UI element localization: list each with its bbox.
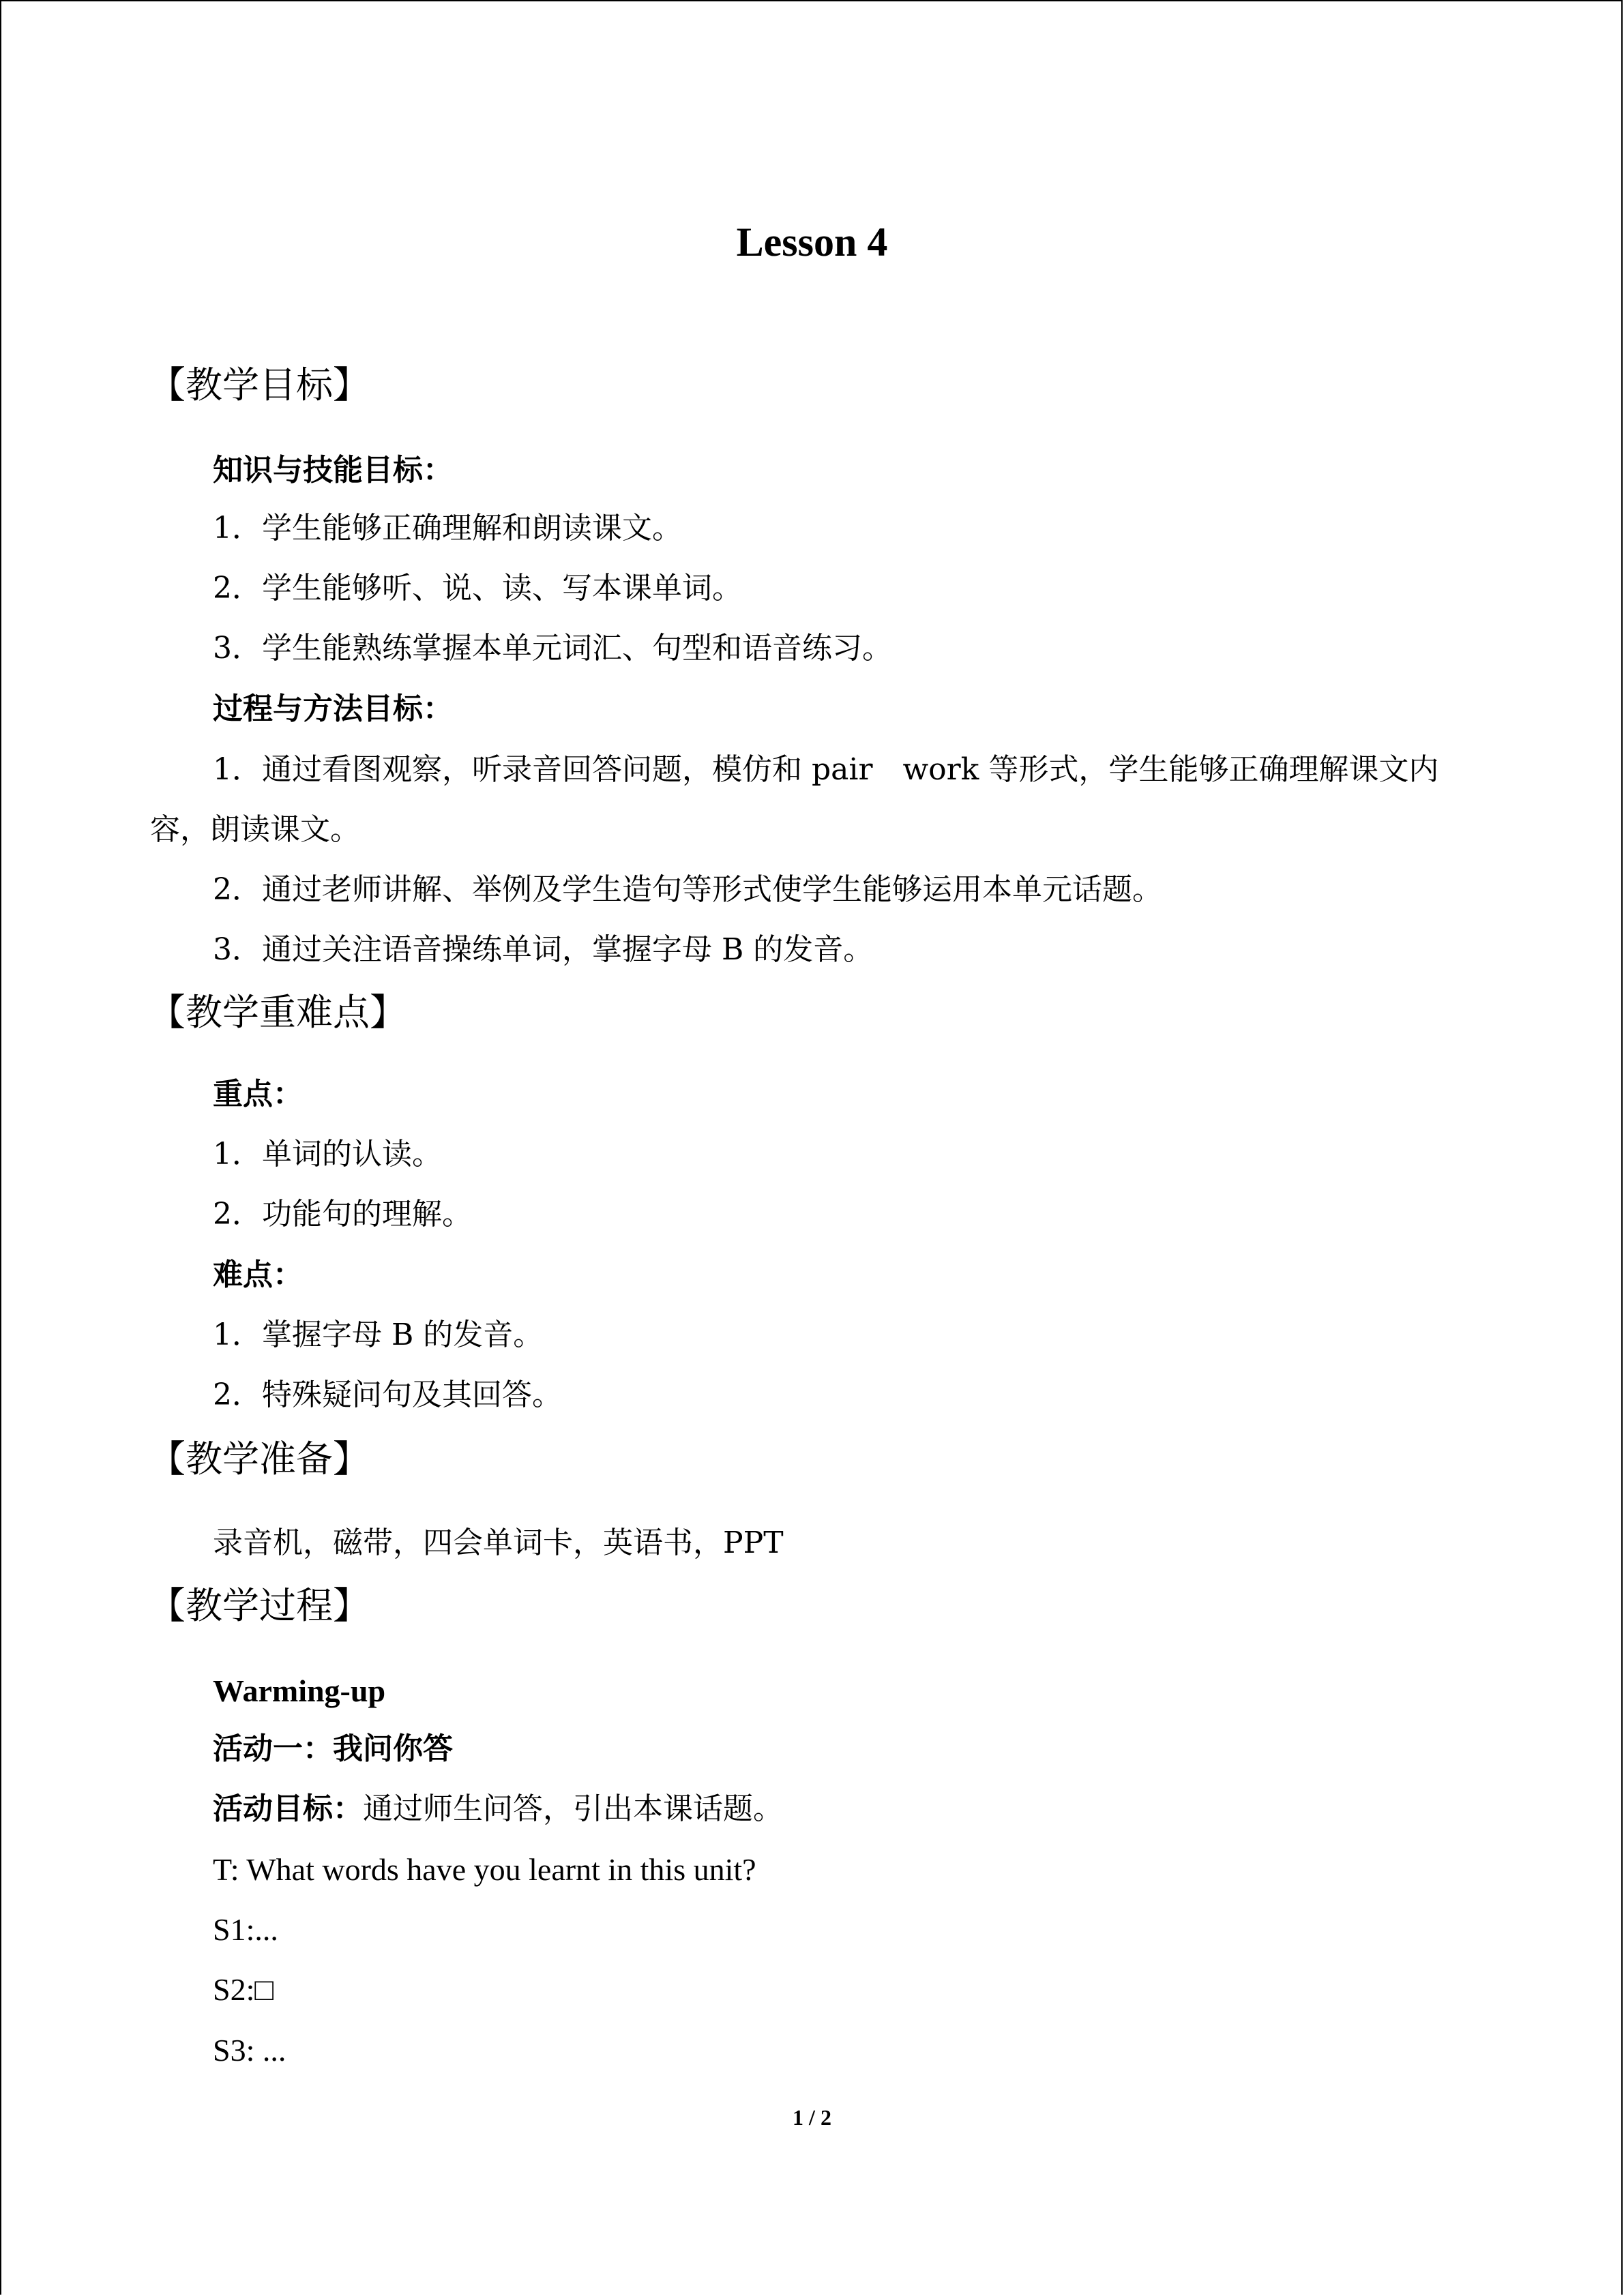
- warming-up-heading: Warming-up: [213, 1673, 386, 1708]
- activity-goal-text: 通过师生问答，引出本课话题。: [363, 1791, 783, 1826]
- subheading-knowledge: 知识与技能目标：: [213, 453, 453, 488]
- list-item: 2．功能句的理解。: [213, 1197, 472, 1232]
- activity-goal: [213, 1789, 783, 1830]
- section-heading-objectives: 【教学目标】: [149, 363, 370, 406]
- paragraph-process-item-1: 1．通过看图观察，听录音回答问题，模仿和 pair work 等形式，学生能够正确理解课文内容，朗读课文。: [150, 752, 1439, 847]
- dialogue-line: S1:...: [213, 1912, 278, 1947]
- dialogue-line: T: What words have you learnt in this unit?: [213, 1852, 756, 1887]
- document-title: Lesson 4: [736, 220, 888, 265]
- list-item: 3．通过关注语音操练单词，掌握字母 B 的发音。: [213, 932, 874, 967]
- list-item: 1．单词的认读。: [213, 1137, 442, 1172]
- activity-goal-label: 活动目标：: [213, 1791, 363, 1826]
- list-item: 3．学生能熟练掌握本单元词汇、句型和语音练习。: [213, 631, 892, 666]
- preparation-text: 录音机，磁带，四会单词卡，英语书，PPT: [213, 1525, 784, 1560]
- dialogue-line: S3: ...: [213, 2033, 286, 2068]
- page-number: 1 / 2: [793, 2105, 831, 2130]
- section-heading-key-points: 【教学重难点】: [149, 991, 407, 1034]
- section-heading-process: 【教学过程】: [149, 1584, 370, 1627]
- subheading-focus: 重点：: [213, 1077, 303, 1112]
- activity-title: 活动一：我问你答: [213, 1731, 453, 1766]
- list-item: 2．通过老师讲解、举例及学生造句等形式使学生能够运用本单元话题。: [213, 872, 1162, 907]
- list-item: 2．特殊疑问句及其回答。: [213, 1377, 562, 1412]
- list-item: 2．学生能够听、说、读、写本课单词。: [213, 571, 742, 606]
- dialogue-line: S2:□: [213, 1972, 274, 2007]
- list-item: 1．掌握字母 B 的发音。: [213, 1317, 544, 1352]
- section-heading-preparation: 【教学准备】: [149, 1437, 370, 1480]
- subheading-difficulty: 难点：: [213, 1257, 303, 1292]
- list-item: 1．学生能够正确理解和朗读课文。: [213, 511, 682, 546]
- subheading-process: 过程与方法目标：: [213, 691, 453, 726]
